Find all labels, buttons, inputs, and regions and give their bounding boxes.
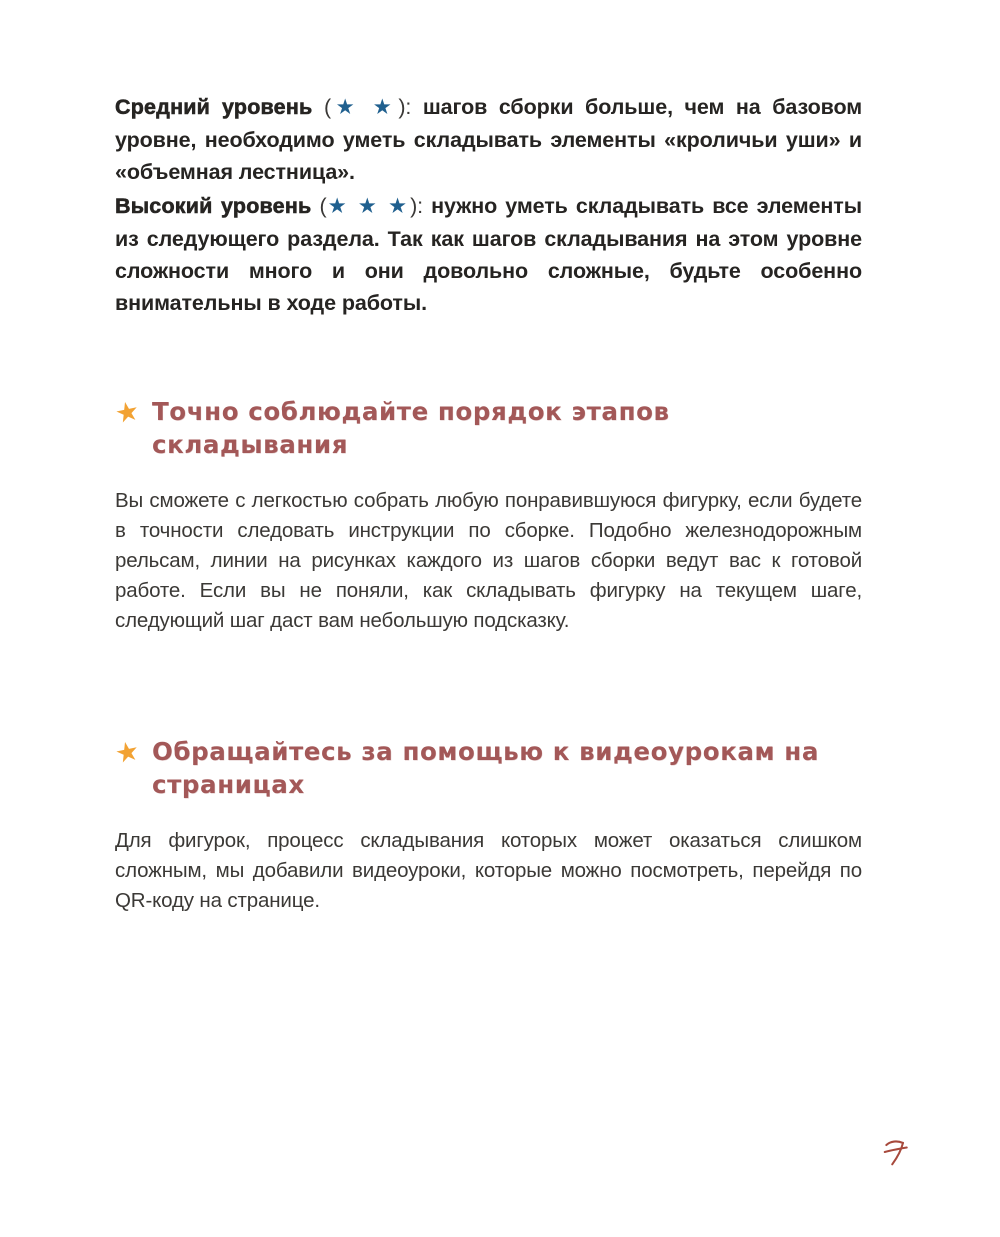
star-bullet-icon: ★ xyxy=(112,395,143,430)
paren-open: ( xyxy=(311,194,327,218)
section-body-text: Для фигурок, процесс складывания которых может оказаться слишком сложным, мы добавили видеоуроки, которые можно посмотреть, перейдя по QR-коду на странице. xyxy=(115,829,862,912)
star-bullet-icon: ★ xyxy=(112,735,143,770)
paren-open: ( xyxy=(312,95,332,119)
page-number xyxy=(882,1137,910,1167)
level-stars-icon: ★ ★ ★ xyxy=(326,195,411,216)
intro-text-medium: шагов сборки больше, чем на базовом уровне, необходимо уметь складывать элементы «кроличьи уши» и «объемная лестница». xyxy=(115,95,863,184)
section-follow-steps xyxy=(112,395,862,636)
level-name-high: Высокий уровень xyxy=(115,194,312,218)
handwritten-seven-icon xyxy=(882,1137,910,1167)
section-video-lessons xyxy=(112,735,862,916)
section-heading xyxy=(112,395,862,461)
section-heading xyxy=(112,735,862,801)
paren-close: ): xyxy=(410,194,432,218)
level-stars-icon: ★ ★ xyxy=(331,96,399,117)
intro-paragraph-medium-level xyxy=(115,91,862,188)
intro-paragraph-high-level xyxy=(115,190,862,319)
section-title: Точно соблюдайте порядок этапов складывания xyxy=(152,397,670,459)
section-body-text: Вы сможете с легкостью собрать любую понравившуюся фигурку, если будете в точности следовать инструкции по сборке. Подобно железнодорожным рельсам, линии на рисунках каждого из шагов сборки ведут вас к готовой работе. Если вы не поняли, как складывать фигурку на текущем шаге, следующий шаг даст вам небольшую подсказку. xyxy=(115,489,862,632)
paren-close: ): xyxy=(398,95,423,119)
level-name-medium: Средний уровень xyxy=(115,95,313,119)
page-content xyxy=(112,91,863,916)
intro-text-high: нужно уметь складывать все элементы из следующего раздела. Так как шагов складывания на этом уровне сложности много и они довольно сложные, будьте особенно внимательны в ходе работы. xyxy=(115,194,862,315)
section-title: Обращайтесь за помощью к видеоурокам на страницах xyxy=(152,737,819,799)
